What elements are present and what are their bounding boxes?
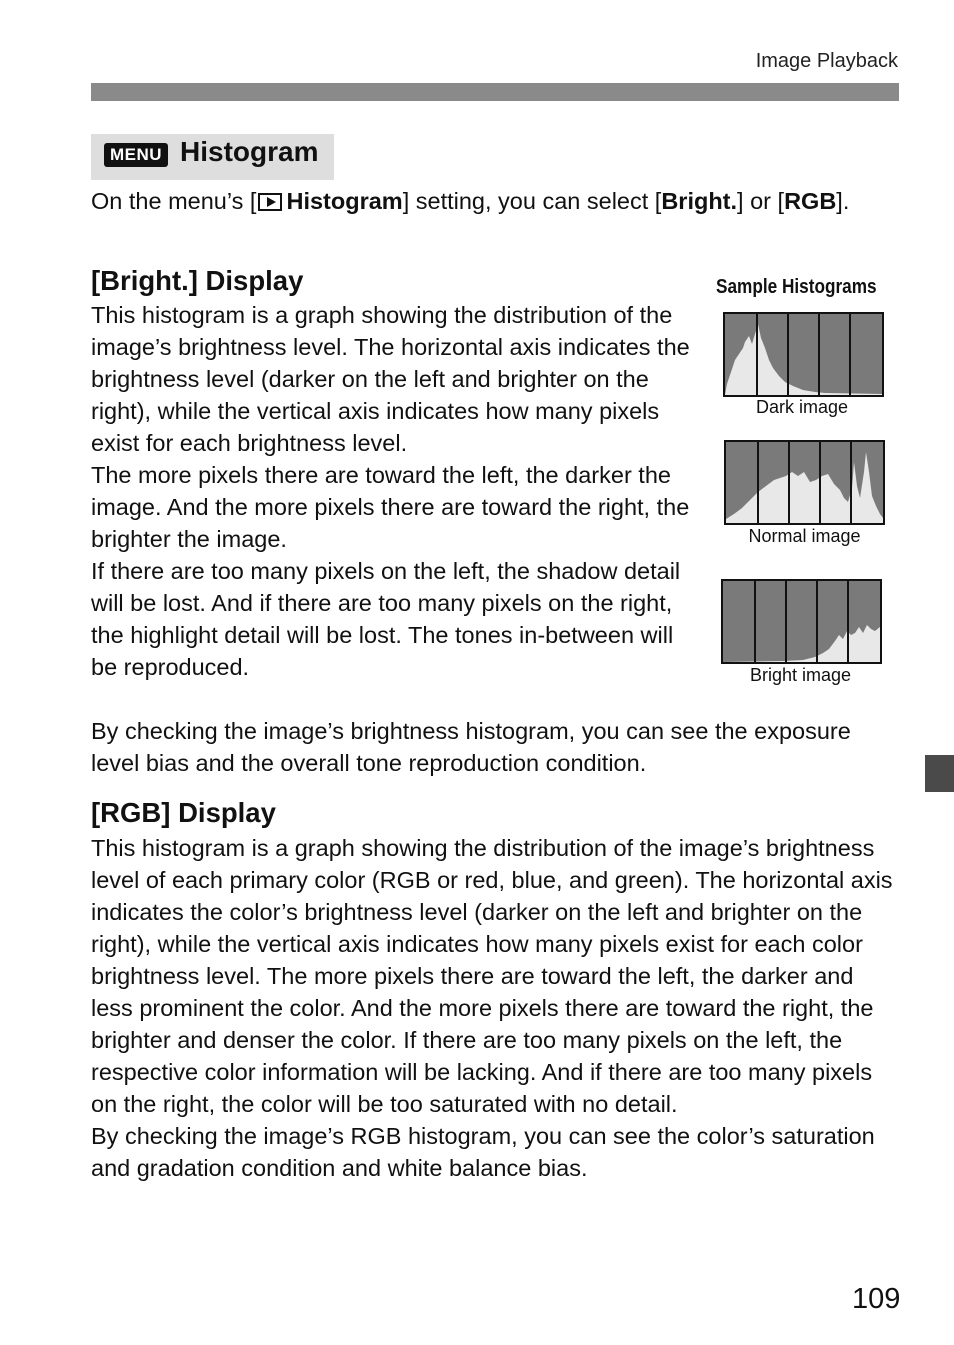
bright-paragraph-2: The more pixels there are toward the left, the darker the image. And the more pixels there are toward the right, the brighter the image. bbox=[91, 462, 690, 552]
menu-icon: MENU bbox=[104, 143, 168, 167]
dark-histogram bbox=[723, 312, 884, 397]
running-header: Image Playback bbox=[755, 50, 898, 72]
playback-icon bbox=[258, 193, 282, 211]
sample-histograms-title: Sample Histograms bbox=[716, 276, 877, 298]
intro-bright-option: Bright. bbox=[661, 188, 738, 214]
intro-text-3: ] or [ bbox=[737, 188, 785, 214]
rgb-paragraph-1: This histogram is a graph showing the distribution of the image’s brightness level of each primary color (RGB or red, blue, and green). The horizontal axis indicates the color’s brightness level (darker on the left and brighter on the right), while the vertical axis indicates how many pixels exist for each color brightness level. The more pixels there are toward the left, the darker and less prominent the color. And the more pixels there are toward the right, the brighter and denser the color. If there are too many pixels on the left, the respective color information will be lacking. And if there are too many pixels on the right, the color will be too saturated with no detail. bbox=[91, 835, 893, 1117]
dark-image-caption: Dark image bbox=[755, 397, 849, 417]
intro-rgb-option: RGB bbox=[784, 188, 837, 214]
bright-paragraph-4: By checking the image’s brightness histogram, you can see the exposure level bias and the overall tone reproduction condition. bbox=[91, 718, 851, 776]
normal-histogram bbox=[724, 440, 885, 525]
bright-display-body bbox=[91, 299, 691, 683]
normal-image-caption: Normal image bbox=[748, 526, 861, 546]
bright-paragraph-1: This histogram is a graph showing the distribution of the image’s brightness level. The horizontal axis indicates the brightness level (darker on the left and brighter on the right), while the vertical axis indicates how many pixels exist for each brightness level. bbox=[91, 302, 690, 456]
rgb-paragraph-2: By checking the image’s RGB histogram, you can see the color’s saturation and gradation condition and white balance bias. bbox=[91, 1123, 875, 1181]
intro-histogram-setting: Histogram bbox=[286, 188, 403, 214]
bright-paragraph-3: If there are too many pixels on the left, the shadow detail will be lost. And if there are too many pixels on the right, the highlight detail will be lost. The tones in-between will be reproduced. bbox=[91, 558, 681, 680]
bright-display-heading: [Bright.] Display bbox=[91, 265, 304, 296]
section-title: Histogram bbox=[180, 136, 319, 167]
intro-paragraph bbox=[91, 185, 891, 217]
page-number: 109 bbox=[852, 1283, 901, 1315]
rgb-display-heading: [RGB] Display bbox=[91, 797, 276, 828]
intro-text-1: On the menu’s [ bbox=[91, 188, 257, 214]
rgb-display-body bbox=[91, 832, 901, 1184]
intro-text-4: ]. bbox=[836, 188, 850, 214]
header-bar bbox=[91, 83, 899, 101]
intro-text-2: ] setting, you can select [ bbox=[402, 188, 662, 214]
bright-image-caption: Bright image bbox=[749, 665, 852, 685]
bright-histogram bbox=[721, 579, 882, 664]
chapter-tab-marker bbox=[925, 755, 954, 792]
